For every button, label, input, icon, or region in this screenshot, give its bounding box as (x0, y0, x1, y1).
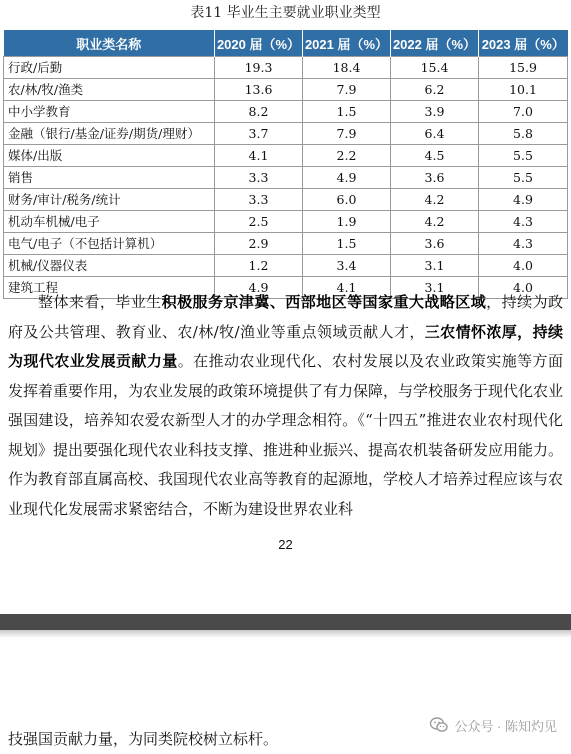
value-2021: 4.9 (303, 167, 391, 189)
occupation-name: 农/林/牧/渔类 (4, 79, 215, 101)
page-separator-shadow (0, 630, 571, 638)
occupation-name: 机械/仪器仪表 (4, 255, 215, 277)
header-2020: 2020 届（%） (215, 30, 303, 57)
paragraph-emphasis: 积极服务京津冀、西部地区等国家重大战略区域 (161, 293, 487, 311)
value-2020: 1.2 (215, 255, 303, 277)
value-2022: 15.4 (391, 57, 479, 79)
value-2022: 4.5 (391, 145, 479, 167)
table-row (4, 167, 568, 189)
value-2022: 3.1 (391, 277, 479, 299)
value-2023: 5.5 (479, 145, 568, 167)
value-2023: 10.1 (479, 79, 568, 101)
value-2020: 8.2 (215, 101, 303, 123)
value-2020: 2.9 (215, 233, 303, 255)
value-2021: 4.1 (303, 277, 391, 299)
table-row (4, 233, 568, 255)
value-2022: 3.6 (391, 233, 479, 255)
paragraph-segment: 。在推动农业现代化、农村发展以及农业政策实施等方面发挥着重要作用，为农业发展的政策环境提供了有力保障，与学校服务于现代化农业强国建设，培养知农爱农新型人才的办学理念相符。《“十四五”推进农业农村现代化规划》提出要强化现代农业科技支撑、推进种业振兴、提高农机装备研发应用能力。作为教育部直属高校、我国现代农业高等教育的起源地，学校人才培养过程应该与农业现代化发展需求紧密结合，不断为建设世界农业科 (8, 352, 564, 518)
occupation-name: 财务/审计/税务/统计 (4, 189, 215, 211)
value-2020: 2.5 (215, 211, 303, 233)
value-2023: 4.3 (479, 233, 568, 255)
watermark (429, 714, 557, 736)
value-2022: 3.6 (391, 167, 479, 189)
occupation-name: 金融（银行/基金/证券/期货/理财） (4, 123, 215, 145)
page-separator (0, 614, 571, 630)
value-2021: 7.9 (303, 123, 391, 145)
table-row (4, 189, 568, 211)
value-2021: 2.2 (303, 145, 391, 167)
value-2020: 3.3 (215, 189, 303, 211)
header-2021: 2021 届（%） (303, 30, 391, 57)
watermark-label: 公众号 · 陈知灼见 (454, 718, 557, 734)
page-number: 22 (278, 537, 293, 552)
table-row (4, 101, 568, 123)
table-header-row (4, 30, 568, 57)
value-2023: 4.9 (479, 189, 568, 211)
value-2023: 4.0 (479, 255, 568, 277)
header-occupation: 职业类名称 (4, 30, 215, 57)
value-2020: 3.7 (215, 123, 303, 145)
paragraph-emphasis: 三农情怀浓厚，持续为现代农业发展贡献力量 (8, 322, 563, 370)
table-row (4, 57, 568, 79)
value-2021: 6.0 (303, 189, 391, 211)
value-2022: 3.1 (391, 255, 479, 277)
value-2022: 3.9 (391, 101, 479, 123)
continued-paragraph: 技强国贡献力量，为同类院校树立标杆。 (8, 730, 279, 748)
table-row (4, 123, 568, 145)
value-2023: 5.8 (479, 123, 568, 145)
paragraph-segment: ，持续为政府及公共管理、教育业、农/林/牧/渔业等重点领域贡献人才， (8, 293, 563, 341)
value-2020: 19.3 (215, 57, 303, 79)
value-2023: 4.3 (479, 211, 568, 233)
value-2020: 4.1 (215, 145, 303, 167)
paragraph-segment: 整体来看，毕业生 (38, 293, 162, 311)
value-2023: 5.5 (479, 167, 568, 189)
value-2023: 15.9 (479, 57, 568, 79)
value-2021: 7.9 (303, 79, 391, 101)
employment-table (3, 30, 568, 299)
occupation-name: 机动车机械/电子 (4, 211, 215, 233)
table-row (4, 79, 568, 101)
value-2022: 6.2 (391, 79, 479, 101)
value-2021: 1.5 (303, 101, 391, 123)
occupation-name: 销售 (4, 167, 215, 189)
body-paragraph (8, 288, 563, 524)
value-2021: 3.4 (303, 255, 391, 277)
value-2021: 1.9 (303, 211, 391, 233)
occupation-name: 中小学教育 (4, 101, 215, 123)
wechat-icon (429, 715, 449, 735)
table-row (4, 211, 568, 233)
value-2021: 1.5 (303, 233, 391, 255)
occupation-name: 行政/后勤 (4, 57, 215, 79)
table-row (4, 255, 568, 277)
header-2023: 2023 届（%） (479, 30, 568, 57)
value-2022: 6.4 (391, 123, 479, 145)
table-caption: 表11 毕业生主要就业职业类型 (190, 5, 381, 21)
occupation-name: 媒体/出版 (4, 145, 215, 167)
value-2020: 4.9 (215, 277, 303, 299)
value-2022: 4.2 (391, 211, 479, 233)
value-2020: 13.6 (215, 79, 303, 101)
value-2021: 18.4 (303, 57, 391, 79)
occupation-name: 建筑工程 (4, 277, 215, 299)
value-2022: 4.2 (391, 189, 479, 211)
value-2020: 3.3 (215, 167, 303, 189)
table-row (4, 145, 568, 167)
value-2023: 4.0 (479, 277, 568, 299)
value-2023: 7.0 (479, 101, 568, 123)
occupation-name: 电气/电子（不包括计算机） (4, 233, 215, 255)
header-2022: 2022 届（%） (391, 30, 479, 57)
